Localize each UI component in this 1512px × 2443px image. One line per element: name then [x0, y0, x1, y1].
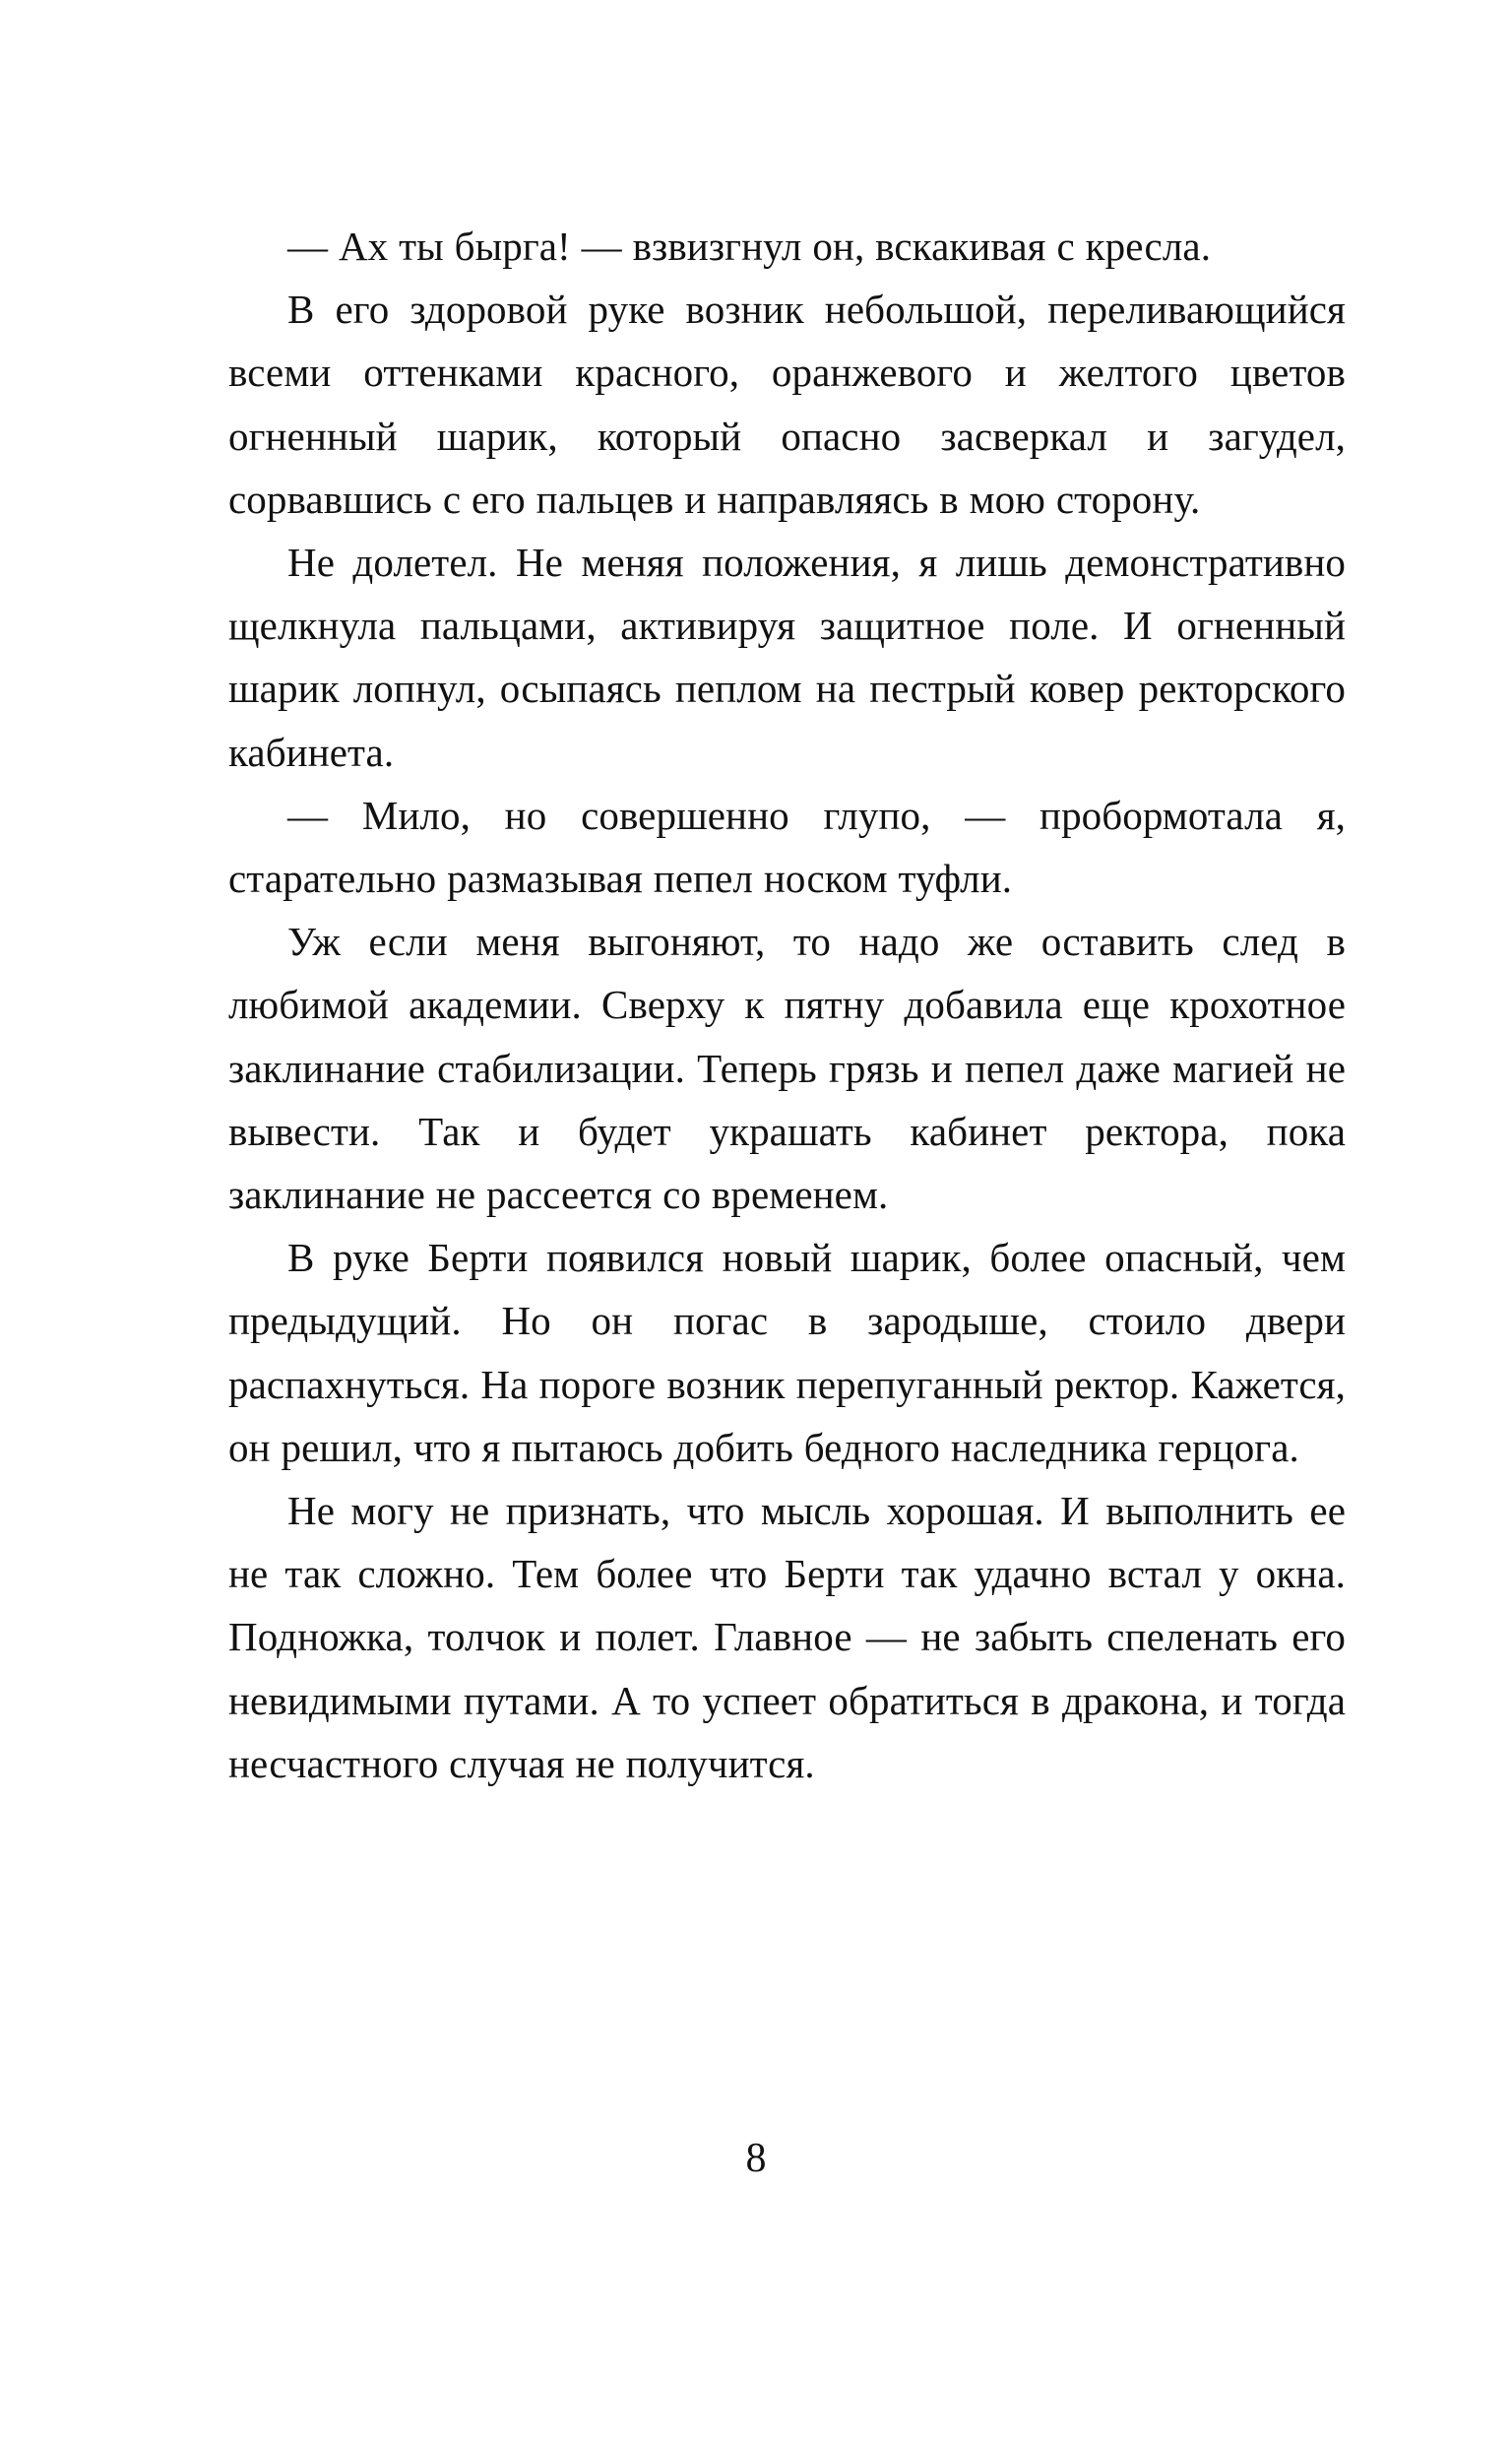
paragraph: — Ах ты бырга! — взвизгнул он, вскакивая с кресла. [287, 224, 1212, 269]
paragraph: Не долетел. Не меняя положения, я лишь демонстративно щелкнула пальцами, активируя защитное поле. И огненный шарик лопнул, осыпаясь пеплом на пестрый ковер ректорского кабинета. [228, 540, 1346, 775]
paragraph: — Мило, но совершенно глупо, — пробормотала я, старательно размазывая пепел носком туфли. [228, 792, 1346, 902]
paragraph: В руке Берти появился новый шарик, более опасный, чем предыдущий. Но он погас в зародыше, стоило двери распахнуться. На пороге возник перепуганный ректор. Кажется, он решил, что я пытаюсь добить бедного наследника герцога. [228, 1235, 1346, 1470]
paragraph: В его здоровой руке возник небольшой, переливающийся всеми оттенками красного, оранжевого и желтого цветов огненный шарик, который опасно засверкал и загудел, сорвавшись с его пальцев и направляясь в мою сторону. [228, 287, 1346, 522]
paragraph: Уж если меня выгоняют, то надо же оставить след в любимой академии. Сверху к пятну добавила еще крохотное заклинание стабилизации. Теперь грязь и пепел даже магией не вывести. Так и будет украшать кабинет ректора, пока заклинание не рассеется со временем. [228, 919, 1346, 1218]
page-number: 8 [745, 2136, 767, 2181]
paragraph: Не могу не признать, что мысль хорошая. И выполнить ее не так сложно. Тем более что Берти так удачно встал у окна. Подножка, толчок и полет. Главное — не забыть спеленать его невидимыми путами. А то успеет обратиться в дракона, и тогда несчастного случая не получится. [228, 1488, 1346, 1786]
page-text-body [228, 215, 1346, 1795]
